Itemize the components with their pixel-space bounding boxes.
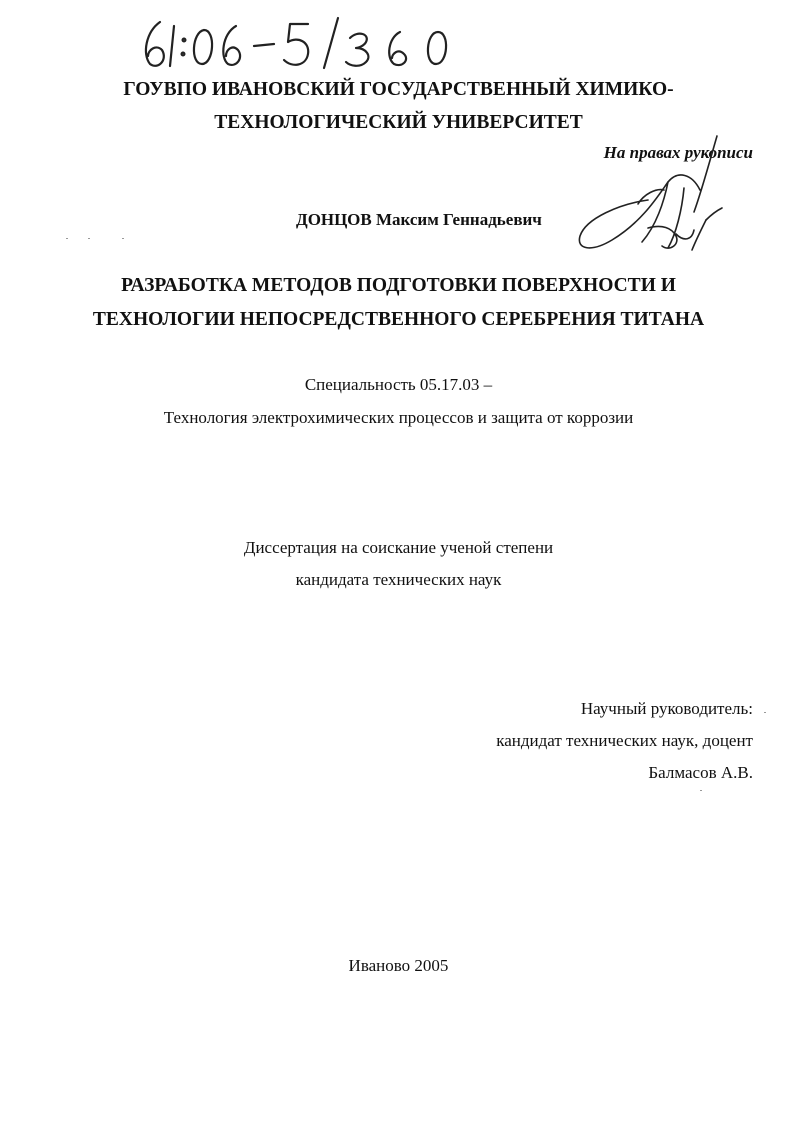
scan-speck	[122, 238, 124, 239]
scan-speck	[700, 790, 702, 791]
author-signature-drawing	[572, 130, 732, 260]
thesis-title-line1: РАЗРАБОТКА МЕТОДОВ ПОДГОТОВКИ ПОВЕРХНОСТИ И	[121, 275, 676, 296]
supervisor-label: Научный руководитель:	[580, 699, 753, 718]
author-given-names: Максим Геннадьевич	[375, 210, 542, 229]
degree-line2: кандидата технических наук	[295, 570, 502, 589]
supervisor-credentials: кандидат технических наук, доцент	[496, 731, 753, 750]
university-name-line2: ТЕХНОЛОГИЧЕСКИЙ УНИВЕРСИТЕТ	[214, 112, 583, 133]
supervisor-name: Балмасов А.В.	[648, 763, 753, 782]
thesis-title-line2: ТЕХНОЛОГИИ НЕПОСРЕДСТВЕННОГО СЕРЕБРЕНИЯ ТИТАНА	[92, 309, 705, 330]
handwritten-archive-number-drawing	[138, 10, 478, 72]
author-signature	[572, 130, 732, 260]
supervisor-block	[496, 693, 753, 789]
specialty-block	[0, 368, 797, 434]
university-name-line1: ГОУВПО ИВАНОВСКИЙ ГОСУДАРСТВЕННЫЙ ХИМИКО-	[123, 79, 674, 100]
handwritten-archive-number	[138, 10, 478, 72]
author-surname: ДОНЦОВ	[296, 210, 372, 229]
scan-speck	[88, 238, 90, 239]
scan-speck	[66, 238, 68, 239]
author-name	[296, 210, 542, 230]
manuscript-rights-note: На правах рукописи	[603, 143, 753, 162]
scan-speck	[764, 712, 766, 713]
degree-block	[0, 532, 797, 596]
city-year: Иваново 2005	[348, 956, 449, 975]
specialty-code: Специальность 05.17.03 –	[304, 375, 493, 394]
degree-line1: Диссертация на соискание ученой степени	[243, 538, 554, 557]
thesis-title	[0, 269, 797, 337]
specialty-name: Технология электрохимических процессов и защита от коррозии	[163, 408, 634, 427]
